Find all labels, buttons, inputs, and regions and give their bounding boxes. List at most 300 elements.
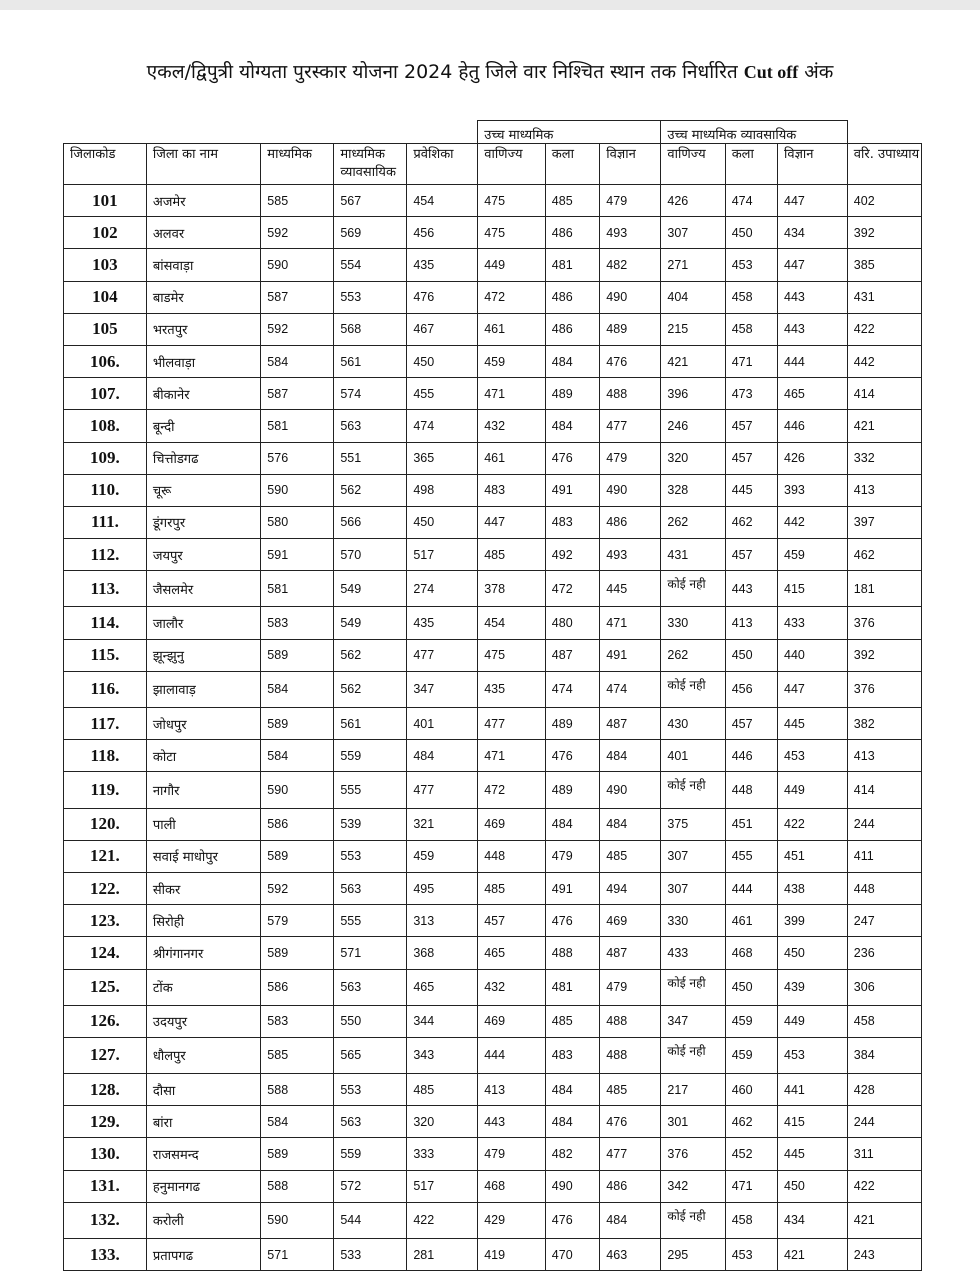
cell-ss-science: 479	[600, 969, 661, 1005]
cell-ssv-arts: 450	[725, 639, 777, 671]
cell-praveshika: 477	[407, 639, 478, 671]
cell-district-name: जोधपुर	[146, 708, 260, 740]
cell-ss-science: 490	[600, 474, 661, 506]
title-suffix: अंक	[804, 61, 834, 83]
cell-ssv-science: 443	[778, 313, 848, 345]
cell-secondary-vocational: 555	[334, 772, 407, 808]
cell-ss-arts: 488	[545, 937, 600, 969]
cell-ssv-commerce: 307	[661, 217, 725, 249]
cell-secondary: 588	[261, 1170, 334, 1202]
cell-var-upadhyay: 421	[847, 1202, 921, 1238]
cell-ss-science: 476	[600, 1106, 661, 1138]
cell-ss-commerce: 432	[478, 969, 546, 1005]
cell-ss-science: 482	[600, 249, 661, 281]
cell-secondary-vocational: 574	[334, 378, 407, 410]
table-row	[64, 808, 922, 840]
cell-var-upadhyay: 458	[847, 1005, 921, 1037]
cell-district-name: चित्तोडगढ	[146, 442, 260, 474]
cell-ss-commerce: 461	[478, 313, 546, 345]
cell-ss-arts: 492	[545, 539, 600, 571]
cell-secondary-vocational: 549	[334, 571, 407, 607]
cell-var-upadhyay: 402	[847, 185, 921, 217]
cell-var-upadhyay: 243	[847, 1239, 921, 1271]
cell-secondary-vocational: 562	[334, 639, 407, 671]
cell-var-upadhyay: 311	[847, 1138, 921, 1170]
cell-ssv-commerce: 376	[661, 1138, 725, 1170]
cell-district-name: बून्दी	[146, 410, 260, 442]
cell-ssv-arts: 457	[725, 708, 777, 740]
cell-secondary-vocational: 559	[334, 740, 407, 772]
table-row	[64, 607, 922, 639]
cell-district-code: 110.	[64, 474, 147, 506]
cell-ss-arts: 485	[545, 1005, 600, 1037]
cell-ss-commerce: 475	[478, 217, 546, 249]
cell-district-name: प्रतापगढ	[146, 1239, 260, 1271]
cell-district-name: टोंक	[146, 969, 260, 1005]
cell-ss-arts: 470	[545, 1239, 600, 1271]
cell-ss-arts: 490	[545, 1170, 600, 1202]
cell-secondary: 584	[261, 740, 334, 772]
cell-district-code: 113.	[64, 571, 147, 607]
cell-praveshika: 476	[407, 281, 478, 313]
cell-ssv-science: 450	[778, 937, 848, 969]
cell-praveshika: 333	[407, 1138, 478, 1170]
group-header-row	[64, 121, 922, 144]
cell-district-code: 130.	[64, 1138, 147, 1170]
cell-district-name: बांसवाड़ा	[146, 249, 260, 281]
cell-ss-science: 479	[600, 185, 661, 217]
cell-ssv-science: 453	[778, 740, 848, 772]
cell-district-name: झून्झुनु	[146, 639, 260, 671]
table-row	[64, 474, 922, 506]
cell-secondary-vocational: 544	[334, 1202, 407, 1238]
cell-district-name: दौसा	[146, 1074, 260, 1106]
cell-praveshika: 365	[407, 442, 478, 474]
cell-ss-arts: 482	[545, 1138, 600, 1170]
title-cutoff: Cut off	[743, 62, 799, 82]
cell-ss-arts: 483	[545, 1037, 600, 1073]
cell-ss-science: 477	[600, 1138, 661, 1170]
cell-district-name: बांरा	[146, 1106, 260, 1138]
cell-ssv-science: 439	[778, 969, 848, 1005]
cell-ss-science: 463	[600, 1239, 661, 1271]
cell-secondary-vocational: 563	[334, 872, 407, 904]
table-row	[64, 378, 922, 410]
cell-ss-arts: 486	[545, 217, 600, 249]
cell-ss-science: 488	[600, 378, 661, 410]
cell-ss-science: 479	[600, 442, 661, 474]
cell-secondary: 584	[261, 1106, 334, 1138]
cell-var-upadhyay: 236	[847, 937, 921, 969]
cell-ssv-science: 434	[778, 1202, 848, 1238]
col-header-secondary: माध्यमिक	[261, 144, 334, 185]
cell-district-code: 108.	[64, 410, 147, 442]
cell-ss-arts: 486	[545, 313, 600, 345]
page-title	[0, 58, 980, 84]
cell-ssv-arts: 457	[725, 539, 777, 571]
cell-ssv-arts: 459	[725, 1005, 777, 1037]
cell-ss-commerce: 471	[478, 740, 546, 772]
cell-ss-science: 494	[600, 872, 661, 904]
cell-secondary: 585	[261, 185, 334, 217]
cell-secondary: 592	[261, 872, 334, 904]
cell-ss-science: 485	[600, 840, 661, 872]
cell-ssv-science: 449	[778, 1005, 848, 1037]
cell-ss-commerce: 432	[478, 410, 546, 442]
cell-district-code: 109.	[64, 442, 147, 474]
cell-ssv-science: 453	[778, 1037, 848, 1073]
cell-var-upadhyay: 414	[847, 378, 921, 410]
cell-district-name: हनुमानगढ	[146, 1170, 260, 1202]
cell-ssv-commerce: 246	[661, 410, 725, 442]
cell-district-name: अजमेर	[146, 185, 260, 217]
cell-praveshika: 498	[407, 474, 478, 506]
cell-ss-commerce: 483	[478, 474, 546, 506]
cell-secondary: 588	[261, 1074, 334, 1106]
cell-ssv-science: 450	[778, 1170, 848, 1202]
table-row	[64, 1106, 922, 1138]
cell-district-name: जालौर	[146, 607, 260, 639]
cell-ss-arts: 476	[545, 442, 600, 474]
cutoff-table	[63, 120, 922, 1271]
cell-district-code: 127.	[64, 1037, 147, 1073]
cell-secondary: 589	[261, 639, 334, 671]
table-row	[64, 937, 922, 969]
cell-district-code: 111.	[64, 506, 147, 538]
cell-ssv-arts: 453	[725, 1239, 777, 1271]
cell-ssv-commerce: 307	[661, 872, 725, 904]
cell-district-name: बाडमेर	[146, 281, 260, 313]
cell-ssv-science: 415	[778, 1106, 848, 1138]
cell-ssv-commerce: 421	[661, 345, 725, 377]
cell-var-upadhyay: 376	[847, 607, 921, 639]
cell-ss-arts: 491	[545, 474, 600, 506]
cell-ss-arts: 484	[545, 1074, 600, 1106]
cell-ssv-arts: 443	[725, 571, 777, 607]
cell-secondary: 579	[261, 905, 334, 937]
cell-secondary-vocational: 533	[334, 1239, 407, 1271]
cell-secondary-vocational: 568	[334, 313, 407, 345]
group-header-blank	[847, 121, 921, 144]
cell-ssv-science: 433	[778, 607, 848, 639]
cell-secondary-vocational: 553	[334, 840, 407, 872]
col-header-ss-science: विज्ञान	[600, 144, 661, 185]
cell-praveshika: 467	[407, 313, 478, 345]
cell-ssv-science: 399	[778, 905, 848, 937]
cell-praveshika: 477	[407, 772, 478, 808]
cell-district-code: 116.	[64, 671, 147, 707]
cell-district-name: भीलवाड़ा	[146, 345, 260, 377]
col-header-ssv-commerce: वाणिज्य	[661, 144, 725, 185]
cell-var-upadhyay: 306	[847, 969, 921, 1005]
cell-ssv-arts: 471	[725, 345, 777, 377]
cell-ss-arts: 489	[545, 378, 600, 410]
cell-ssv-arts: 444	[725, 872, 777, 904]
cell-ss-arts: 487	[545, 639, 600, 671]
cell-var-upadhyay: 385	[847, 249, 921, 281]
cell-ss-arts: 476	[545, 1202, 600, 1238]
cell-secondary: 591	[261, 539, 334, 571]
cell-ss-arts: 483	[545, 506, 600, 538]
cell-secondary: 584	[261, 671, 334, 707]
cell-ssv-arts: 450	[725, 969, 777, 1005]
cell-ss-commerce: 477	[478, 708, 546, 740]
cell-secondary: 584	[261, 345, 334, 377]
cell-secondary: 576	[261, 442, 334, 474]
cell-district-code: 104	[64, 281, 147, 313]
cell-secondary: 589	[261, 708, 334, 740]
cell-district-code: 119.	[64, 772, 147, 808]
cell-ssv-arts: 457	[725, 410, 777, 442]
table-row	[64, 905, 922, 937]
cell-ssv-science: 445	[778, 708, 848, 740]
cell-ss-arts: 472	[545, 571, 600, 607]
cell-ss-arts: 474	[545, 671, 600, 707]
cell-ssv-commerce: 215	[661, 313, 725, 345]
cell-district-name: अलवर	[146, 217, 260, 249]
cell-praveshika: 422	[407, 1202, 478, 1238]
table-row	[64, 410, 922, 442]
cell-secondary: 586	[261, 969, 334, 1005]
cell-ss-commerce: 471	[478, 378, 546, 410]
cell-ss-science: 490	[600, 281, 661, 313]
cell-ssv-commerce: कोई नही	[661, 1202, 725, 1238]
cell-ssv-arts: 451	[725, 808, 777, 840]
cell-district-code: 118.	[64, 740, 147, 772]
cell-ss-commerce: 457	[478, 905, 546, 937]
cell-var-upadhyay: 442	[847, 345, 921, 377]
cell-district-name: कोटा	[146, 740, 260, 772]
cell-secondary-vocational: 561	[334, 708, 407, 740]
cell-ssv-arts: 459	[725, 1037, 777, 1073]
cell-ss-commerce: 454	[478, 607, 546, 639]
cell-ssv-commerce: 433	[661, 937, 725, 969]
cell-ssv-arts: 458	[725, 1202, 777, 1238]
cell-ss-arts: 481	[545, 249, 600, 281]
cell-praveshika: 450	[407, 506, 478, 538]
table-row	[64, 185, 922, 217]
cell-ssv-arts: 457	[725, 442, 777, 474]
cell-district-code: 117.	[64, 708, 147, 740]
cell-ssv-arts: 462	[725, 506, 777, 538]
cell-district-code: 123.	[64, 905, 147, 937]
cell-ss-commerce: 479	[478, 1138, 546, 1170]
cell-praveshika: 484	[407, 740, 478, 772]
cell-ssv-commerce: 342	[661, 1170, 725, 1202]
cell-ss-arts: 491	[545, 872, 600, 904]
cell-secondary-vocational: 569	[334, 217, 407, 249]
cell-var-upadhyay: 462	[847, 539, 921, 571]
cell-district-code: 115.	[64, 639, 147, 671]
cell-var-upadhyay: 392	[847, 217, 921, 249]
cell-secondary-vocational: 561	[334, 345, 407, 377]
cell-ssv-science: 446	[778, 410, 848, 442]
cell-praveshika: 347	[407, 671, 478, 707]
cell-secondary: 581	[261, 410, 334, 442]
cell-ss-commerce: 429	[478, 1202, 546, 1238]
cell-secondary: 581	[261, 571, 334, 607]
cell-district-code: 124.	[64, 937, 147, 969]
cell-district-code: 105	[64, 313, 147, 345]
table-row	[64, 1170, 922, 1202]
cell-ss-science: 445	[600, 571, 661, 607]
cell-ss-commerce: 485	[478, 872, 546, 904]
cell-ssv-commerce: कोई नही	[661, 1037, 725, 1073]
cell-district-code: 101	[64, 185, 147, 217]
cell-ssv-science: 426	[778, 442, 848, 474]
cell-ssv-arts: 455	[725, 840, 777, 872]
cell-ss-commerce: 475	[478, 639, 546, 671]
cell-secondary-vocational: 553	[334, 281, 407, 313]
cell-ssv-commerce: 431	[661, 539, 725, 571]
cell-var-upadhyay: 244	[847, 808, 921, 840]
cell-ss-science: 469	[600, 905, 661, 937]
cell-ss-commerce: 413	[478, 1074, 546, 1106]
cell-secondary-vocational: 563	[334, 969, 407, 1005]
table-row	[64, 249, 922, 281]
cell-ssv-science: 443	[778, 281, 848, 313]
cell-var-upadhyay: 244	[847, 1106, 921, 1138]
cell-ssv-science: 445	[778, 1138, 848, 1170]
cell-district-code: 103	[64, 249, 147, 281]
cell-ssv-science: 440	[778, 639, 848, 671]
cell-praveshika: 474	[407, 410, 478, 442]
cell-secondary-vocational: 566	[334, 506, 407, 538]
cell-ssv-commerce: 307	[661, 840, 725, 872]
cell-ss-science: 493	[600, 217, 661, 249]
cell-ssv-commerce: 396	[661, 378, 725, 410]
cell-district-name: सवाई माधोपुर	[146, 840, 260, 872]
cell-ssv-science: 447	[778, 185, 848, 217]
cell-secondary-vocational: 562	[334, 671, 407, 707]
cell-ss-science: 491	[600, 639, 661, 671]
cell-ssv-science: 393	[778, 474, 848, 506]
cell-praveshika: 455	[407, 378, 478, 410]
cell-ss-science: 493	[600, 539, 661, 571]
cell-var-upadhyay: 411	[847, 840, 921, 872]
cell-var-upadhyay: 421	[847, 410, 921, 442]
cell-praveshika: 517	[407, 1170, 478, 1202]
cell-ssv-arts: 413	[725, 607, 777, 639]
table-row	[64, 969, 922, 1005]
cell-secondary: 592	[261, 313, 334, 345]
cell-ss-arts: 480	[545, 607, 600, 639]
cell-ssv-commerce: कोई नही	[661, 969, 725, 1005]
table-row	[64, 740, 922, 772]
cell-secondary: 590	[261, 1202, 334, 1238]
cell-district-name: सिरोही	[146, 905, 260, 937]
cell-district-code: 107.	[64, 378, 147, 410]
cell-ssv-arts: 452	[725, 1138, 777, 1170]
cell-ssv-commerce: 375	[661, 808, 725, 840]
cell-praveshika: 517	[407, 539, 478, 571]
cell-var-upadhyay: 247	[847, 905, 921, 937]
cell-secondary-vocational: 551	[334, 442, 407, 474]
cell-district-code: 112.	[64, 539, 147, 571]
cell-ss-science: 486	[600, 1170, 661, 1202]
cell-ssv-commerce: 426	[661, 185, 725, 217]
cell-ss-arts: 484	[545, 345, 600, 377]
cell-secondary: 590	[261, 249, 334, 281]
cell-district-name: भरतपुर	[146, 313, 260, 345]
col-header-ss-commerce: वाणिज्य	[478, 144, 546, 185]
cell-ss-science: 486	[600, 506, 661, 538]
cell-ss-commerce: 472	[478, 281, 546, 313]
cell-ss-arts: 486	[545, 281, 600, 313]
cell-secondary: 580	[261, 506, 334, 538]
cell-praveshika: 343	[407, 1037, 478, 1073]
cell-secondary-vocational: 550	[334, 1005, 407, 1037]
cell-district-code: 114.	[64, 607, 147, 639]
cell-ssv-arts: 473	[725, 378, 777, 410]
col-header-secondary-vocational: माध्यमिक व्यावसायिक	[334, 144, 407, 185]
table-row	[64, 1138, 922, 1170]
cell-ssv-commerce: 330	[661, 905, 725, 937]
cell-ssv-arts: 462	[725, 1106, 777, 1138]
cell-ss-commerce: 443	[478, 1106, 546, 1138]
cell-district-name: पाली	[146, 808, 260, 840]
cell-secondary: 589	[261, 937, 334, 969]
cell-var-upadhyay: 414	[847, 772, 921, 808]
cell-district-code: 120.	[64, 808, 147, 840]
cell-ssv-commerce: 295	[661, 1239, 725, 1271]
cell-secondary-vocational: 539	[334, 808, 407, 840]
cell-ssv-commerce: कोई नही	[661, 571, 725, 607]
cell-var-upadhyay: 181	[847, 571, 921, 607]
cell-district-code: 133.	[64, 1239, 147, 1271]
cell-praveshika: 485	[407, 1074, 478, 1106]
cell-ssv-science: 444	[778, 345, 848, 377]
cell-ss-commerce: 447	[478, 506, 546, 538]
cell-praveshika: 344	[407, 1005, 478, 1037]
cell-praveshika: 450	[407, 345, 478, 377]
cell-secondary-vocational: 570	[334, 539, 407, 571]
cell-district-name: उदयपुर	[146, 1005, 260, 1037]
cell-secondary: 585	[261, 1037, 334, 1073]
cell-secondary-vocational: 549	[334, 607, 407, 639]
cell-ssv-commerce: कोई नही	[661, 772, 725, 808]
cell-ssv-commerce: 320	[661, 442, 725, 474]
cell-ss-science: 474	[600, 671, 661, 707]
cell-ss-arts: 484	[545, 1106, 600, 1138]
cell-praveshika: 281	[407, 1239, 478, 1271]
cell-ssv-science: 442	[778, 506, 848, 538]
cell-praveshika: 435	[407, 249, 478, 281]
cell-var-upadhyay: 376	[847, 671, 921, 707]
cell-district-name: श्रीगंगानगर	[146, 937, 260, 969]
cell-ss-commerce: 459	[478, 345, 546, 377]
cell-ss-arts: 484	[545, 808, 600, 840]
cell-ss-commerce: 378	[478, 571, 546, 607]
table-row	[64, 840, 922, 872]
cell-ss-arts: 485	[545, 185, 600, 217]
cell-district-name: जयपुर	[146, 539, 260, 571]
cell-secondary-vocational: 555	[334, 905, 407, 937]
col-header-var-upadhyay: वरि. उपाध्याय	[847, 144, 921, 185]
cell-praveshika: 313	[407, 905, 478, 937]
cell-district-code: 106.	[64, 345, 147, 377]
cell-ss-commerce: 465	[478, 937, 546, 969]
table-row	[64, 772, 922, 808]
cell-ss-arts: 484	[545, 410, 600, 442]
cell-secondary-vocational: 563	[334, 410, 407, 442]
col-header-ssv-arts: कला	[725, 144, 777, 185]
cell-secondary: 571	[261, 1239, 334, 1271]
cell-ssv-science: 441	[778, 1074, 848, 1106]
table-row	[64, 345, 922, 377]
cell-secondary: 590	[261, 474, 334, 506]
cell-ss-commerce: 468	[478, 1170, 546, 1202]
